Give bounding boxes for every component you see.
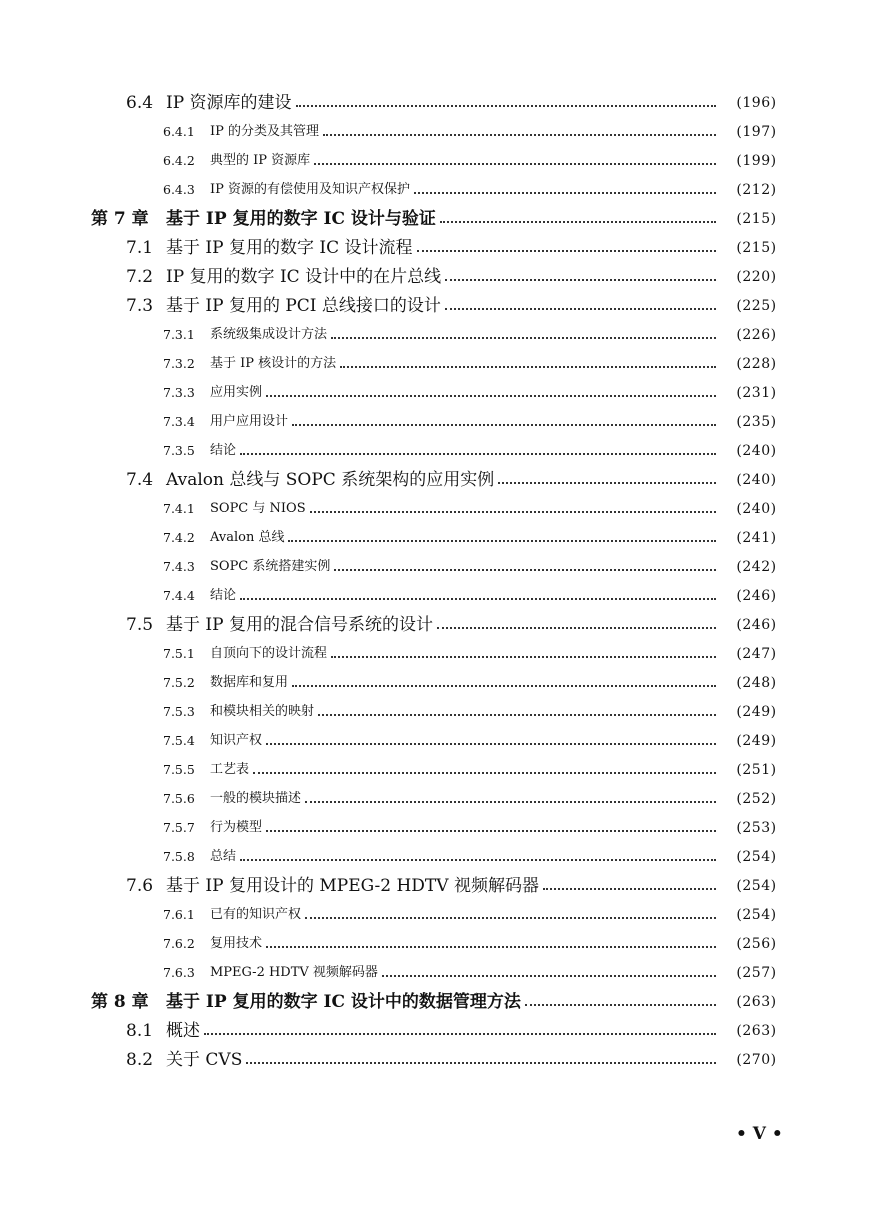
toc-entry-sub[interactable] — [0, 146, 869, 175]
toc-title: 基于 IP 核设计的方法 — [210, 356, 337, 371]
toc-page-number: (241) — [736, 530, 777, 546]
toc-leader-dots — [543, 888, 716, 890]
toc-title: 结论 — [210, 443, 237, 458]
toc-entry-chapter[interactable] — [0, 987, 869, 1016]
toc-entry-sub[interactable] — [0, 697, 869, 726]
toc-title: 应用实例 — [210, 385, 263, 400]
toc-entry-section[interactable] — [0, 1016, 869, 1045]
toc-title: 基于 IP 复用的混合信号系统的设计 — [166, 615, 433, 635]
toc-leader-dots — [331, 656, 716, 658]
toc-page-number: (240) — [736, 472, 777, 488]
toc-entry-sub[interactable] — [0, 842, 869, 871]
toc-title: 基于 IP 复用的 PCI 总线接口的设计 — [166, 296, 441, 316]
toc-entry-section[interactable] — [0, 233, 869, 262]
toc-page-number: (240) — [736, 501, 777, 517]
toc-entry-section[interactable] — [0, 465, 869, 494]
toc-entry-sub[interactable] — [0, 581, 869, 610]
toc-entry-section[interactable] — [0, 871, 869, 900]
toc-leader-dots — [440, 221, 716, 223]
toc-page-number: (228) — [736, 356, 777, 372]
toc-leader-dots — [292, 424, 716, 426]
toc-entry-sub[interactable] — [0, 755, 869, 784]
toc-number: 7.6.3 — [163, 965, 195, 980]
toc-page-number: (240) — [736, 443, 777, 459]
toc-number: 第 8 章 — [91, 992, 149, 1012]
toc-page-number: (249) — [736, 733, 777, 749]
toc-page-number: (270) — [736, 1052, 777, 1068]
toc-leader-dots — [266, 830, 716, 832]
toc-number: 8.2 — [126, 1050, 154, 1070]
toc-leader-dots — [240, 453, 716, 455]
toc-title: 基于 IP 复用的数字 IC 设计与验证 — [166, 209, 436, 229]
toc-page-number: (253) — [736, 820, 777, 836]
toc-number: 7.5 — [126, 615, 154, 635]
toc-page-number: (246) — [736, 617, 777, 633]
toc-title: 基于 IP 复用的数字 IC 设计流程 — [166, 238, 413, 258]
toc-page-number: (215) — [736, 240, 777, 256]
toc-number: 第 7 章 — [91, 209, 149, 229]
toc-title: 系统级集成设计方法 — [210, 327, 328, 342]
toc-leader-dots — [305, 801, 716, 803]
toc-entry-section[interactable] — [0, 291, 869, 320]
toc-leader-dots — [305, 917, 716, 919]
toc-number: 6.4.3 — [163, 182, 195, 197]
toc-page-number: (196) — [736, 95, 777, 111]
toc-number: 7.3.1 — [163, 327, 195, 342]
toc-page-number: (249) — [736, 704, 777, 720]
toc-number: 7.5.7 — [163, 820, 195, 835]
toc-title: MPEG-2 HDTV 视频解码器 — [210, 965, 378, 980]
toc-number: 8.1 — [126, 1021, 154, 1041]
toc-leader-dots — [288, 540, 716, 542]
toc-entry-sub[interactable] — [0, 929, 869, 958]
toc-leader-dots — [445, 308, 716, 310]
toc-leader-dots — [240, 859, 716, 861]
toc-page-number: (257) — [736, 965, 777, 981]
toc-leader-dots — [340, 366, 716, 368]
toc-title: 用户应用设计 — [210, 414, 289, 429]
toc-entry-sub[interactable] — [0, 900, 869, 929]
toc-page-number: (263) — [736, 1023, 777, 1039]
toc-number: 7.6 — [126, 876, 154, 896]
toc-number: 7.4.2 — [163, 530, 195, 545]
toc-leader-dots — [437, 627, 716, 629]
toc-entry-sub[interactable] — [0, 436, 869, 465]
toc-entry-sub[interactable] — [0, 784, 869, 813]
toc-number: 7.3.5 — [163, 443, 195, 458]
toc-title: 一般的模块描述 — [210, 791, 302, 806]
toc-number: 7.5.4 — [163, 733, 195, 748]
toc-entry-sub[interactable] — [0, 175, 869, 204]
toc-title: 总结 — [210, 849, 237, 864]
toc-leader-dots — [382, 975, 716, 977]
toc-number: 7.3.3 — [163, 385, 195, 400]
toc-page-number: (220) — [736, 269, 777, 285]
toc-page-number: (256) — [736, 936, 777, 952]
toc-title: 和模块相关的映射 — [210, 704, 315, 719]
toc-leader-dots — [445, 279, 716, 281]
toc-page-number: (226) — [736, 327, 777, 343]
toc-title: 基于 IP 复用的数字 IC 设计中的数据管理方法 — [166, 992, 521, 1012]
toc-number: 7.6.2 — [163, 936, 195, 951]
toc-number: 7.3 — [126, 296, 154, 316]
toc-title: IP 复用的数字 IC 设计中的在片总线 — [166, 267, 442, 287]
toc-entry-sub[interactable] — [0, 552, 869, 581]
toc-page-number: (242) — [736, 559, 777, 575]
toc-title: IP 的分类及其管理 — [210, 124, 320, 139]
toc-title: 典型的 IP 资源库 — [210, 153, 311, 168]
toc-title: 复用技术 — [210, 936, 263, 951]
toc-leader-dots — [525, 1004, 716, 1006]
toc-title: 概述 — [166, 1021, 200, 1041]
toc-leader-dots — [331, 337, 716, 339]
toc-number: 7.5.6 — [163, 791, 195, 806]
toc-leader-dots — [417, 250, 716, 252]
toc-number: 7.5.2 — [163, 675, 195, 690]
toc-leader-dots — [334, 569, 716, 571]
toc-entry-sub[interactable] — [0, 320, 869, 349]
toc-entry-section[interactable] — [0, 1045, 869, 1074]
toc-leader-dots — [266, 395, 716, 397]
toc-page-number: (225) — [736, 298, 777, 314]
toc-title: 已有的知识产权 — [210, 907, 302, 922]
toc-entry-sub[interactable] — [0, 378, 869, 407]
toc-leader-dots — [204, 1033, 716, 1035]
toc-page-number: (235) — [736, 414, 777, 430]
toc-number: 7.3.4 — [163, 414, 195, 429]
toc-number: 7.5.8 — [163, 849, 195, 864]
toc-title: 自顶向下的设计流程 — [210, 646, 328, 661]
toc-entry-section[interactable] — [0, 88, 869, 117]
toc-leader-dots — [246, 1062, 716, 1064]
toc-page-number: (231) — [736, 385, 777, 401]
table-of-contents — [0, 88, 869, 1074]
toc-page-number: (263) — [736, 994, 777, 1010]
toc-leader-dots — [253, 772, 716, 774]
toc-leader-dots — [240, 598, 716, 600]
toc-entry-sub[interactable] — [0, 639, 869, 668]
toc-number: 7.3.2 — [163, 356, 195, 371]
toc-leader-dots — [266, 743, 716, 745]
toc-entry-sub[interactable] — [0, 813, 869, 842]
toc-page-number: (215) — [736, 211, 777, 227]
toc-entry-sub[interactable] — [0, 958, 869, 987]
toc-entry-section[interactable] — [0, 262, 869, 291]
toc-number: 7.5.3 — [163, 704, 195, 719]
toc-page-number: (248) — [736, 675, 777, 691]
toc-page-number: (246) — [736, 588, 777, 604]
toc-entry-sub[interactable] — [0, 726, 869, 755]
toc-title: 知识产权 — [210, 733, 263, 748]
toc-leader-dots — [266, 946, 716, 948]
toc-page-number: (247) — [736, 646, 777, 662]
toc-title: 结论 — [210, 588, 237, 603]
toc-number: 7.6.1 — [163, 907, 195, 922]
toc-number: 6.4 — [126, 93, 154, 113]
toc-entry-section[interactable] — [0, 610, 869, 639]
toc-title: 数据库和复用 — [210, 675, 289, 690]
toc-number: 7.4 — [126, 470, 154, 490]
toc-page-number: (254) — [736, 907, 777, 923]
toc-title: IP 资源库的建设 — [166, 93, 292, 113]
toc-title: SOPC 与 NIOS — [210, 501, 306, 516]
toc-page-number: (197) — [736, 124, 777, 140]
toc-page-number: (254) — [736, 849, 777, 865]
toc-leader-dots — [296, 105, 716, 107]
toc-entry-sub[interactable] — [0, 407, 869, 436]
toc-page-number: (199) — [736, 153, 777, 169]
toc-number: 7.4.1 — [163, 501, 195, 516]
toc-leader-dots — [314, 163, 716, 165]
toc-number: 7.4.3 — [163, 559, 195, 574]
toc-title: IP 资源的有偿使用及知识产权保护 — [210, 182, 411, 197]
toc-number: 6.4.1 — [163, 124, 195, 139]
toc-title: SOPC 系统搭建实例 — [210, 559, 331, 574]
toc-number: 7.5.5 — [163, 762, 195, 777]
toc-page-number: (252) — [736, 791, 777, 807]
toc-leader-dots — [310, 511, 716, 513]
toc-title: 行为模型 — [210, 820, 263, 835]
toc-entry-sub[interactable] — [0, 523, 869, 552]
toc-number: 7.2 — [126, 267, 154, 287]
toc-title: Avalon 总线与 SOPC 系统架构的应用实例 — [166, 470, 495, 490]
toc-leader-dots — [292, 685, 716, 687]
toc-leader-dots — [323, 134, 716, 136]
toc-number: 6.4.2 — [163, 153, 195, 168]
toc-leader-dots — [414, 192, 716, 194]
toc-title: Avalon 总线 — [210, 530, 285, 545]
toc-page-number: (251) — [736, 762, 777, 778]
toc-leader-dots — [498, 482, 716, 484]
toc-entry-sub[interactable] — [0, 349, 869, 378]
toc-entry-sub[interactable] — [0, 494, 869, 523]
toc-title: 基于 IP 复用设计的 MPEG-2 HDTV 视频解码器 — [166, 876, 539, 896]
toc-title: 关于 CVS — [166, 1050, 243, 1070]
toc-leader-dots — [318, 714, 716, 716]
toc-entry-sub[interactable] — [0, 668, 869, 697]
toc-number: 7.5.1 — [163, 646, 195, 661]
toc-number: 7.4.4 — [163, 588, 195, 603]
page-number: • V • — [736, 1124, 783, 1144]
toc-number: 7.1 — [126, 238, 154, 258]
toc-entry-sub[interactable] — [0, 117, 869, 146]
toc-title: 工艺表 — [210, 762, 250, 777]
toc-entry-chapter[interactable] — [0, 204, 869, 233]
toc-page-number: (212) — [736, 182, 777, 198]
toc-page-number: (254) — [736, 878, 777, 894]
